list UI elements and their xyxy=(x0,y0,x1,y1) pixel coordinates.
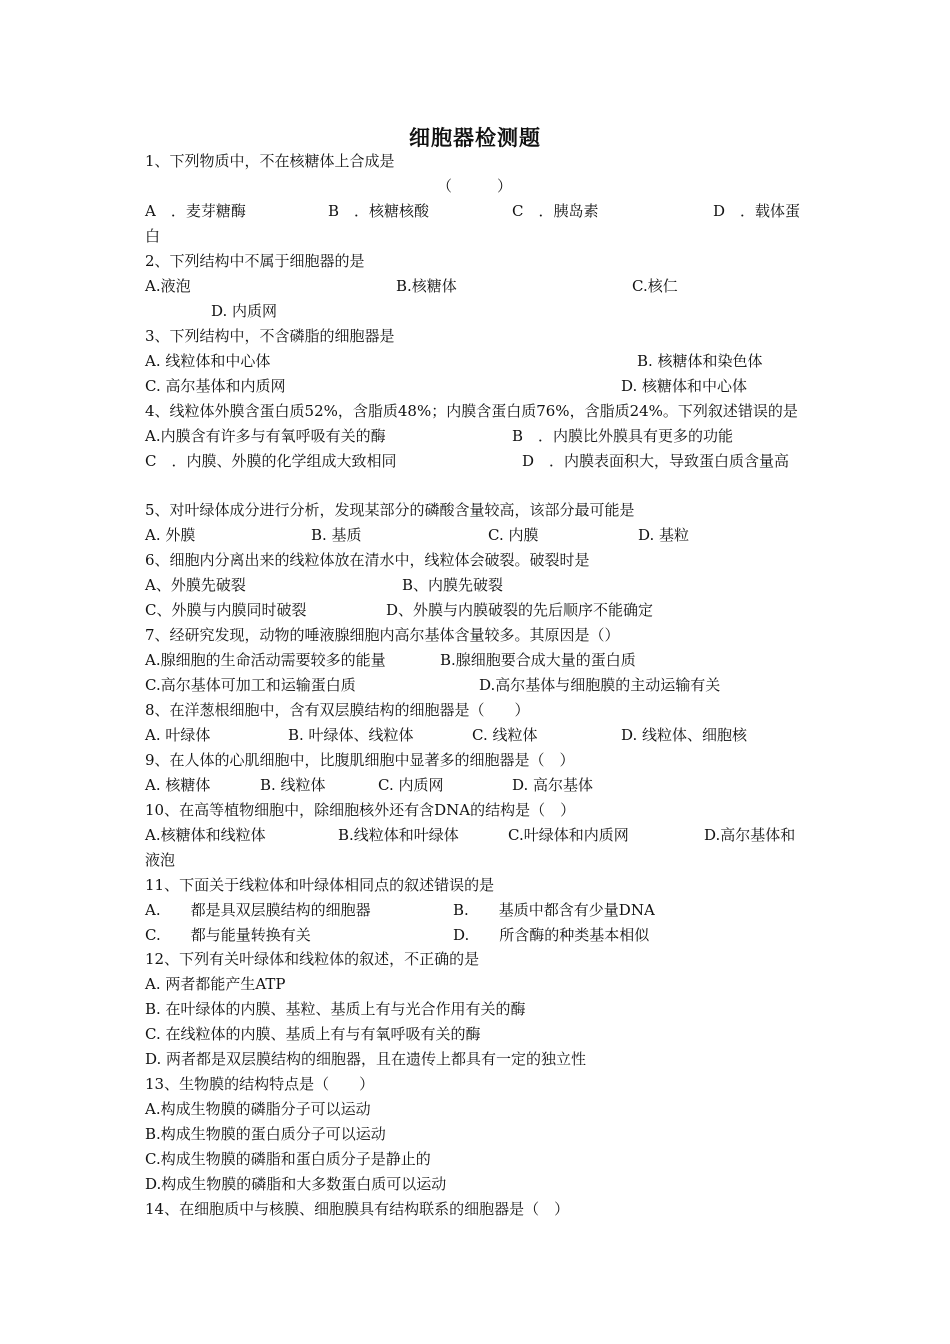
question-4-stem: 4、线粒体外膜含蛋白质52%，含脂质48%；内膜含蛋白质76%，含脂质24%。下列叙述错误的是 xyxy=(145,402,798,420)
question-10-option-a: A.核糖体和线粒体 xyxy=(145,826,266,844)
question-4-option-c: C ．内膜、外膜的化学组成大致相同 xyxy=(145,452,397,470)
question-5-stem: 5、对叶绿体成分进行分析，发现某部分的磷酸含量较高，该部分最可能是 xyxy=(145,501,635,519)
question-11-option-b: B. 基质中都含有少量DNA xyxy=(453,901,655,919)
question-4-option-d: D ．内膜表面积大，导致蛋白质含量高 xyxy=(522,452,790,470)
question-5-option-c: C. 内膜 xyxy=(488,526,539,544)
question-12-stem: 12、下列有关叶绿体和线粒体的叙述，不正确的是 xyxy=(145,950,480,968)
question-13-option-b: B.构成生物膜的蛋白质分子可以运动 xyxy=(145,1125,386,1143)
question-3-option-a: A. 线粒体和中心体 xyxy=(145,352,271,370)
question-10-option-d: D.高尔基体和 xyxy=(704,826,796,844)
question-8-option-c: C. 线粒体 xyxy=(472,726,538,744)
question-4-option-b: B ．内膜比外膜具有更多的功能 xyxy=(512,427,734,445)
question-7-option-b: B.腺细胞要合成大量的蛋白质 xyxy=(440,651,636,669)
question-6-stem: 6、细胞内分离出来的线粒体放在清水中，线粒体会破裂。破裂时是 xyxy=(145,551,590,569)
question-2-stem: 2、下列结构中不属于细胞器的是 xyxy=(145,252,365,270)
question-12-option-b: B. 在叶绿体的内膜、基粒、基质上有与光合作用有关的酶 xyxy=(145,1000,526,1018)
question-8-option-b: B. 叶绿体、线粒体 xyxy=(288,726,414,744)
question-11-stem: 11、下面关于线粒体和叶绿体相同点的叙述错误的是 xyxy=(145,876,495,894)
question-5-option-a: A. 外膜 xyxy=(145,526,196,544)
question-2-option-c: C.核仁 xyxy=(632,277,678,295)
question-7-option-d: D.高尔基体与细胞膜的主动运输有关 xyxy=(479,676,721,694)
question-10-option-d-overflow: 液泡 xyxy=(145,851,176,869)
question-10-stem: 10、在高等植物细胞中，除细胞核外还有含DNA的结构是（ ） xyxy=(145,801,576,819)
question-9-option-c: C. 内质网 xyxy=(378,776,444,794)
question-9-stem: 9、在人体的心肌细胞中，比腹肌细胞中显著多的细胞器是（ ） xyxy=(145,751,575,769)
question-11-option-d: D. 所含酶的种类基本相似 xyxy=(453,926,650,944)
question-3-option-b: B. 核糖体和染色体 xyxy=(637,352,763,370)
question-6-option-c: C、外膜与内膜同时破裂 xyxy=(145,601,307,619)
question-3-option-c: C. 高尔基体和内质网 xyxy=(145,377,286,395)
question-4-option-a: A.内膜含有许多与有氧呼吸有关的酶 xyxy=(145,427,386,445)
question-1-option-a: A ．麦芽糖酶 xyxy=(145,202,246,220)
question-8-stem: 8、在洋葱根细胞中，含有双层膜结构的细胞器是（ ） xyxy=(145,701,530,719)
question-2-option-b: B.核糖体 xyxy=(396,277,457,295)
question-6-option-b: B、内膜先破裂 xyxy=(402,576,504,594)
question-13-option-c: C.构成生物膜的磷脂和蛋白质分子是静止的 xyxy=(145,1150,431,1168)
question-14-stem: 14、在细胞质中与核膜、细胞膜具有结构联系的细胞器是（ ） xyxy=(145,1200,570,1218)
question-1-blank: （ ） xyxy=(437,177,513,195)
question-7-option-a: A.腺细胞的生命活动需要较多的能量 xyxy=(145,651,386,669)
question-13-option-d: D.构成生物膜的磷脂和大多数蛋白质可以运动 xyxy=(145,1175,447,1193)
question-3-option-d: D. 核糖体和中心体 xyxy=(621,377,748,395)
question-1-option-d: D ．载体蛋 xyxy=(713,202,801,220)
question-12-option-c: C. 在线粒体的内膜、基质上有与有氧呼吸有关的酶 xyxy=(145,1025,481,1043)
question-1-option-c: C ．胰岛素 xyxy=(512,202,599,220)
question-1-option-d-overflow: 白 xyxy=(145,227,161,245)
question-5-option-d: D. 基粒 xyxy=(638,526,690,544)
question-7-stem: 7、经研究发现，动物的唾液腺细胞内高尔基体含量较多。其原因是（） xyxy=(145,626,620,644)
question-12-option-d: D. 两者都是双层膜结构的细胞器，且在遗传上都具有一定的独立性 xyxy=(145,1050,587,1068)
question-11-option-c: C. 都与能量转换有关 xyxy=(145,926,311,944)
question-8-option-a: A. 叶绿体 xyxy=(145,726,211,744)
question-13-option-a: A.构成生物膜的磷脂分子可以运动 xyxy=(145,1100,371,1118)
page-title: 细胞器检测题 xyxy=(409,126,541,150)
question-6-option-a: A、外膜先破裂 xyxy=(145,576,246,594)
question-7-option-c: C.高尔基体可加工和运输蛋白质 xyxy=(145,676,356,694)
question-2-option-d: D. 内质网 xyxy=(211,302,278,320)
question-9-option-b: B. 线粒体 xyxy=(260,776,326,794)
question-1-option-b: B ．核糖核酸 xyxy=(328,202,430,220)
question-2-option-a: A.液泡 xyxy=(145,277,191,295)
question-10-option-b: B.线粒体和叶绿体 xyxy=(338,826,459,844)
question-10-option-c: C.叶绿体和内质网 xyxy=(508,826,629,844)
question-6-option-d: D、外膜与内膜破裂的先后顺序不能确定 xyxy=(386,601,654,619)
question-12-option-a: A. 两者都能产生ATP xyxy=(145,975,286,993)
question-3-stem: 3、下列结构中，不含磷脂的细胞器是 xyxy=(145,327,395,345)
question-1-stem: 1、下列物质中，不在核糖体上合成是 xyxy=(145,152,395,170)
question-8-option-d: D. 线粒体、细胞核 xyxy=(621,726,748,744)
question-9-option-d: D. 高尔基体 xyxy=(512,776,594,794)
question-11-option-a: A. 都是具双层膜结构的细胞器 xyxy=(145,901,371,919)
question-13-stem: 13、生物膜的结构特点是（ ） xyxy=(145,1075,375,1093)
question-5-option-b: B. 基质 xyxy=(311,526,362,544)
question-9-option-a: A. 核糖体 xyxy=(145,776,211,794)
